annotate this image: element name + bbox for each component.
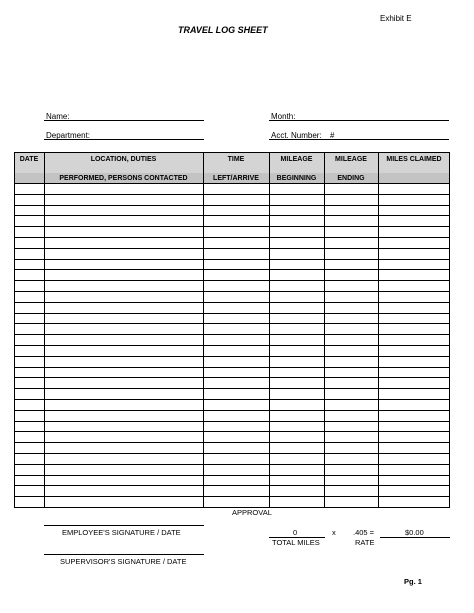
table-row-rule [14, 334, 450, 335]
table-row-rule [14, 485, 450, 486]
department-label: Department: [46, 131, 91, 140]
table-row-rule [14, 215, 450, 216]
amount-value: $0.00 [405, 528, 424, 537]
approval-label: APPROVAL [232, 508, 272, 517]
col-miles-claimed-header: MILES CLAIMED [386, 156, 442, 163]
table-row-rule [14, 464, 450, 465]
grid-vline [378, 152, 379, 508]
acct-number-prefix: # [330, 131, 335, 140]
table-row-rule [14, 496, 450, 497]
name-field[interactable] [44, 120, 204, 121]
month-label: Month: [271, 112, 296, 121]
name-label: Name: [46, 112, 70, 121]
col-time-header: TIME [227, 156, 245, 163]
table-row-rule [14, 377, 450, 378]
supervisor-signature-line[interactable] [44, 554, 204, 555]
travel-log-table [14, 152, 450, 508]
acct-number-field[interactable] [269, 139, 449, 140]
multiply-sign: x [332, 528, 336, 537]
table-row-rule [14, 431, 450, 432]
col-location-header-2: PERFORMED, PERSONS CONTACTED [59, 175, 188, 182]
table-row-rule [14, 323, 450, 324]
table-row-rule [14, 410, 450, 411]
grid-vline [324, 152, 325, 508]
grid-vline [14, 152, 15, 508]
table-row-rule [14, 302, 450, 303]
grid-vline [44, 152, 45, 508]
col-location-header: LOCATION, DUTIES [90, 156, 157, 163]
month-field[interactable] [269, 120, 449, 121]
col-time-header-2: LEFT/ARRIVE [213, 175, 259, 182]
amount-line [380, 537, 450, 538]
grid-vline [269, 152, 270, 508]
table-row-rule [14, 194, 450, 195]
col-mileage-beginning-header-2: BEGINNING [276, 175, 317, 182]
employee-signature-line[interactable] [44, 525, 204, 526]
col-mileage-beginning-header: MILEAGE [280, 156, 313, 163]
table-row-rule [14, 313, 450, 314]
col-date-header: DATE [19, 156, 39, 163]
table-row-rule [14, 205, 450, 206]
table-row-rule [14, 388, 450, 389]
col-mileage-ending-header-2: ENDING [337, 175, 365, 182]
table-row-rule [14, 269, 450, 270]
table-row-rule [14, 248, 450, 249]
department-field[interactable] [44, 139, 204, 140]
table-row-rule [14, 453, 450, 454]
table-row-rule [14, 291, 450, 292]
table-row-rule [14, 356, 450, 357]
rate-label: RATE [355, 538, 375, 547]
table-header-rule [14, 183, 450, 184]
col-mileage-ending-header: MILEAGE [335, 156, 367, 163]
rate-value: .405 = [353, 528, 375, 537]
table-row-rule [14, 259, 450, 260]
table-row-rule [14, 237, 450, 238]
table-row-rule [14, 399, 450, 400]
acct-number-label: Acct. Number: [271, 131, 322, 140]
exhibit-label: Exhibit E [380, 14, 412, 23]
table-row-rule [14, 421, 450, 422]
table-row-rule [14, 367, 450, 368]
supervisor-signature-label: SUPERVISOR'S SIGNATURE / DATE [60, 557, 187, 566]
page-title: TRAVEL LOG SHEET [178, 25, 268, 35]
employee-signature-label: EMPLOYEE'S SIGNATURE / DATE [62, 528, 181, 537]
table-row-rule [14, 442, 450, 443]
grid-vline [203, 152, 204, 508]
table-row-rule [14, 345, 450, 346]
total-miles-label: TOTAL MILES [272, 538, 320, 547]
table-row-rule [14, 226, 450, 227]
table-header-rule [14, 152, 450, 153]
table-row-rule [14, 475, 450, 476]
page-number: Pg. 1 [404, 577, 422, 586]
total-miles-value: 0 [293, 528, 298, 537]
table-row-rule [14, 280, 450, 281]
grid-vline [449, 152, 450, 508]
